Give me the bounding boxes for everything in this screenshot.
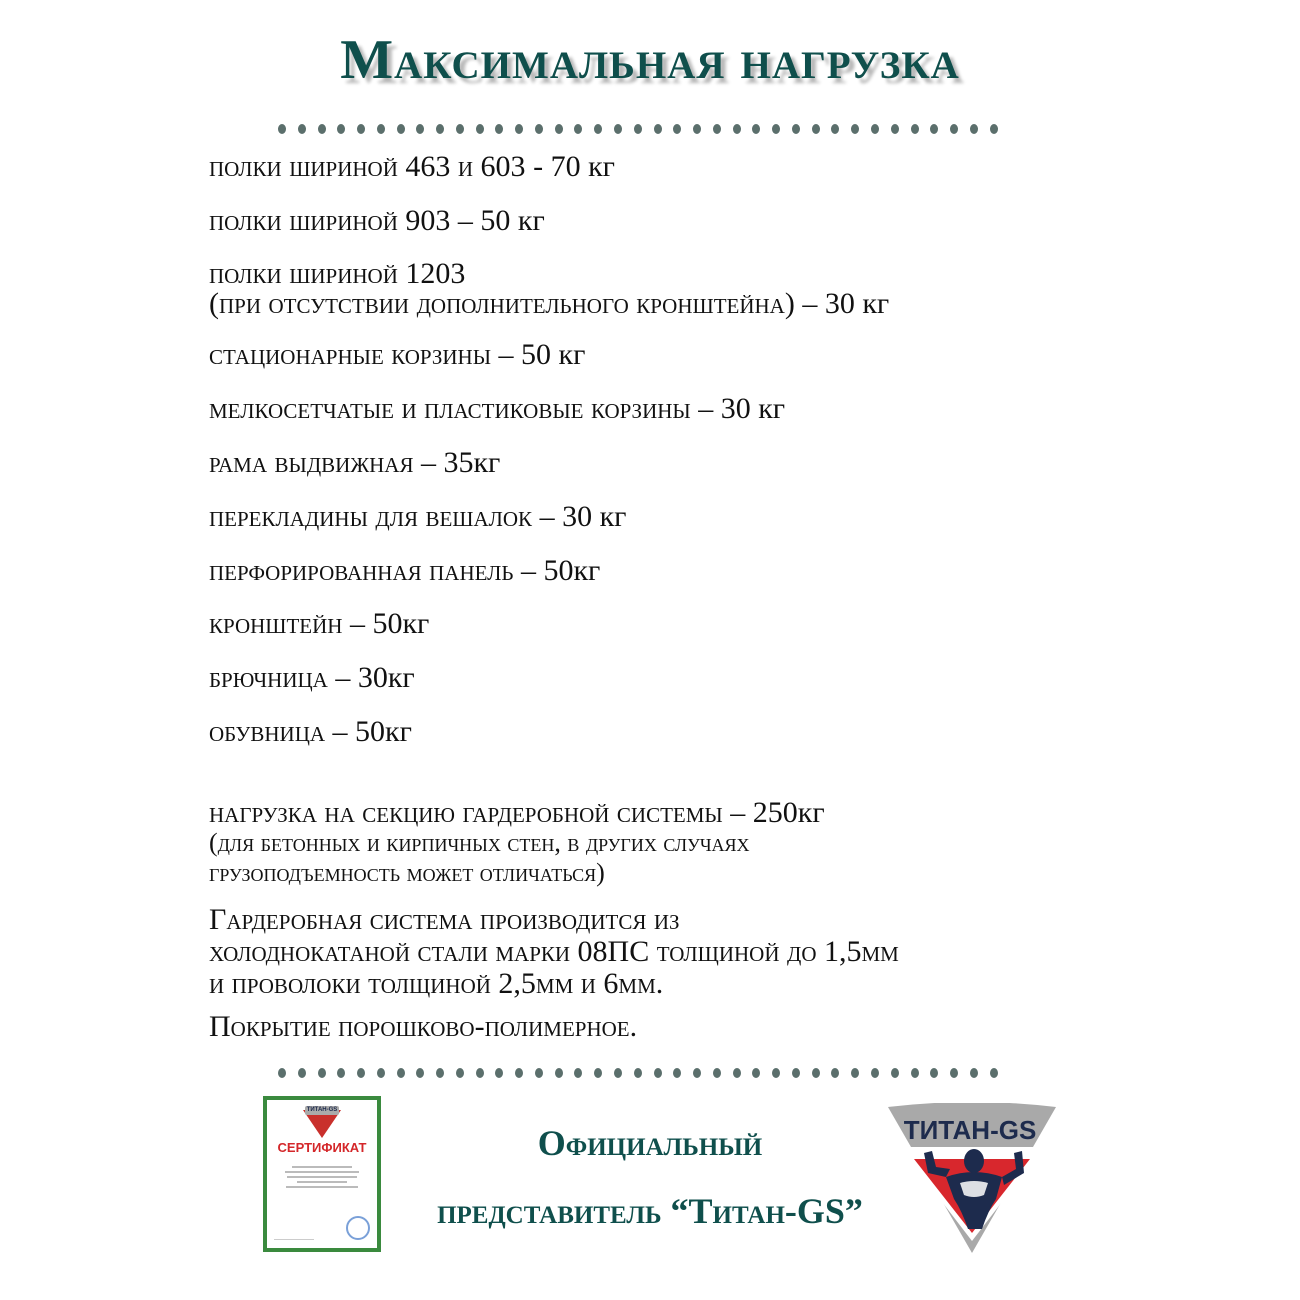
load-item-shelf-1203: полки шириной 1203 (при отсутствии дополнительного кронштейна) – 30 кг <box>209 257 890 320</box>
section-load-note-line2: грузоподъемность может отличаться) <box>209 858 605 887</box>
shield-bodybuilder-icon <box>884 1103 1060 1255</box>
signature-icon <box>274 1225 314 1240</box>
certificate-signature-area <box>274 1216 370 1240</box>
load-value: 30 кг <box>720 392 786 425</box>
load-item-shoe-rack: обувница – 50кг <box>209 715 412 748</box>
load-item-shelf-903: полки шириной 903 – 50 кг <box>209 204 545 237</box>
representative-line2: представитель “Титан-GS” <box>437 1191 863 1231</box>
load-value: 50кг <box>372 607 430 640</box>
representative-line1: Официальный <box>537 1123 763 1163</box>
load-value: 250кг <box>752 796 825 829</box>
load-item-sliding-frame: рама выдвижная – 35кг <box>209 446 501 479</box>
load-item-stationary-baskets: стационарные корзины – 50 кг <box>209 338 586 371</box>
load-item-mesh-plastic-baskets: мелкосетчатые и пластиковые корзины – 30 кг <box>209 392 786 425</box>
dotted-divider-top <box>278 122 998 136</box>
page-title: Максимальная нагрузка <box>340 29 960 91</box>
dotted-divider-bottom <box>278 1066 998 1080</box>
load-item-perforated-panel: перфорированная панель – 50кг <box>209 554 601 587</box>
stamp-icon <box>346 1216 370 1240</box>
section-load: нагрузка на секцию гардеробной системы – 250кг (для бетонных и кирпичных стен, в других случаях грузоподъемность может отличаться) <box>209 796 825 887</box>
load-value: 35кг <box>443 446 501 479</box>
logo-text: ТИТАН-GS <box>903 1115 1037 1145</box>
certificate-image <box>263 1096 381 1252</box>
material-paragraph: Гардеробная система производится из холоднокатаной стали марки 08ПС толщиной до 1,5мм и проволоки толщиной 2,5мм и 6мм. <box>209 903 899 1000</box>
load-value: 30кг <box>357 661 415 694</box>
load-value: 50 кг <box>521 338 586 371</box>
load-value: 50кг <box>355 715 412 748</box>
load-item-shelf-463-603: полки шириной 463 и 603 - 70 кг <box>209 150 615 183</box>
load-item-hanger-rails: перекладины для вешалок – 30 кг <box>209 500 627 533</box>
load-value: 50кг <box>543 554 601 587</box>
titan-gs-logo <box>884 1103 1060 1255</box>
load-value: 50 кг <box>480 204 545 237</box>
certificate-logo-icon: ТИТАН-GS <box>303 1106 341 1136</box>
certificate-body-text <box>282 1163 362 1191</box>
load-value: 30 кг <box>562 500 627 533</box>
load-item-trouser-rack: брючница – 30кг <box>209 661 415 694</box>
section-load-note-line1: (для бетонных и кирпичных стен, в других случаях <box>209 828 750 857</box>
load-value: 70 кг <box>550 150 615 183</box>
load-value: 30 кг <box>824 287 890 320</box>
certificate-title: СЕРТИФИКАТ <box>277 1140 367 1155</box>
load-item-bracket: кронштейн – 50кг <box>209 607 430 640</box>
coating-text: Покрытие порошково-полимерное. <box>209 1010 638 1043</box>
